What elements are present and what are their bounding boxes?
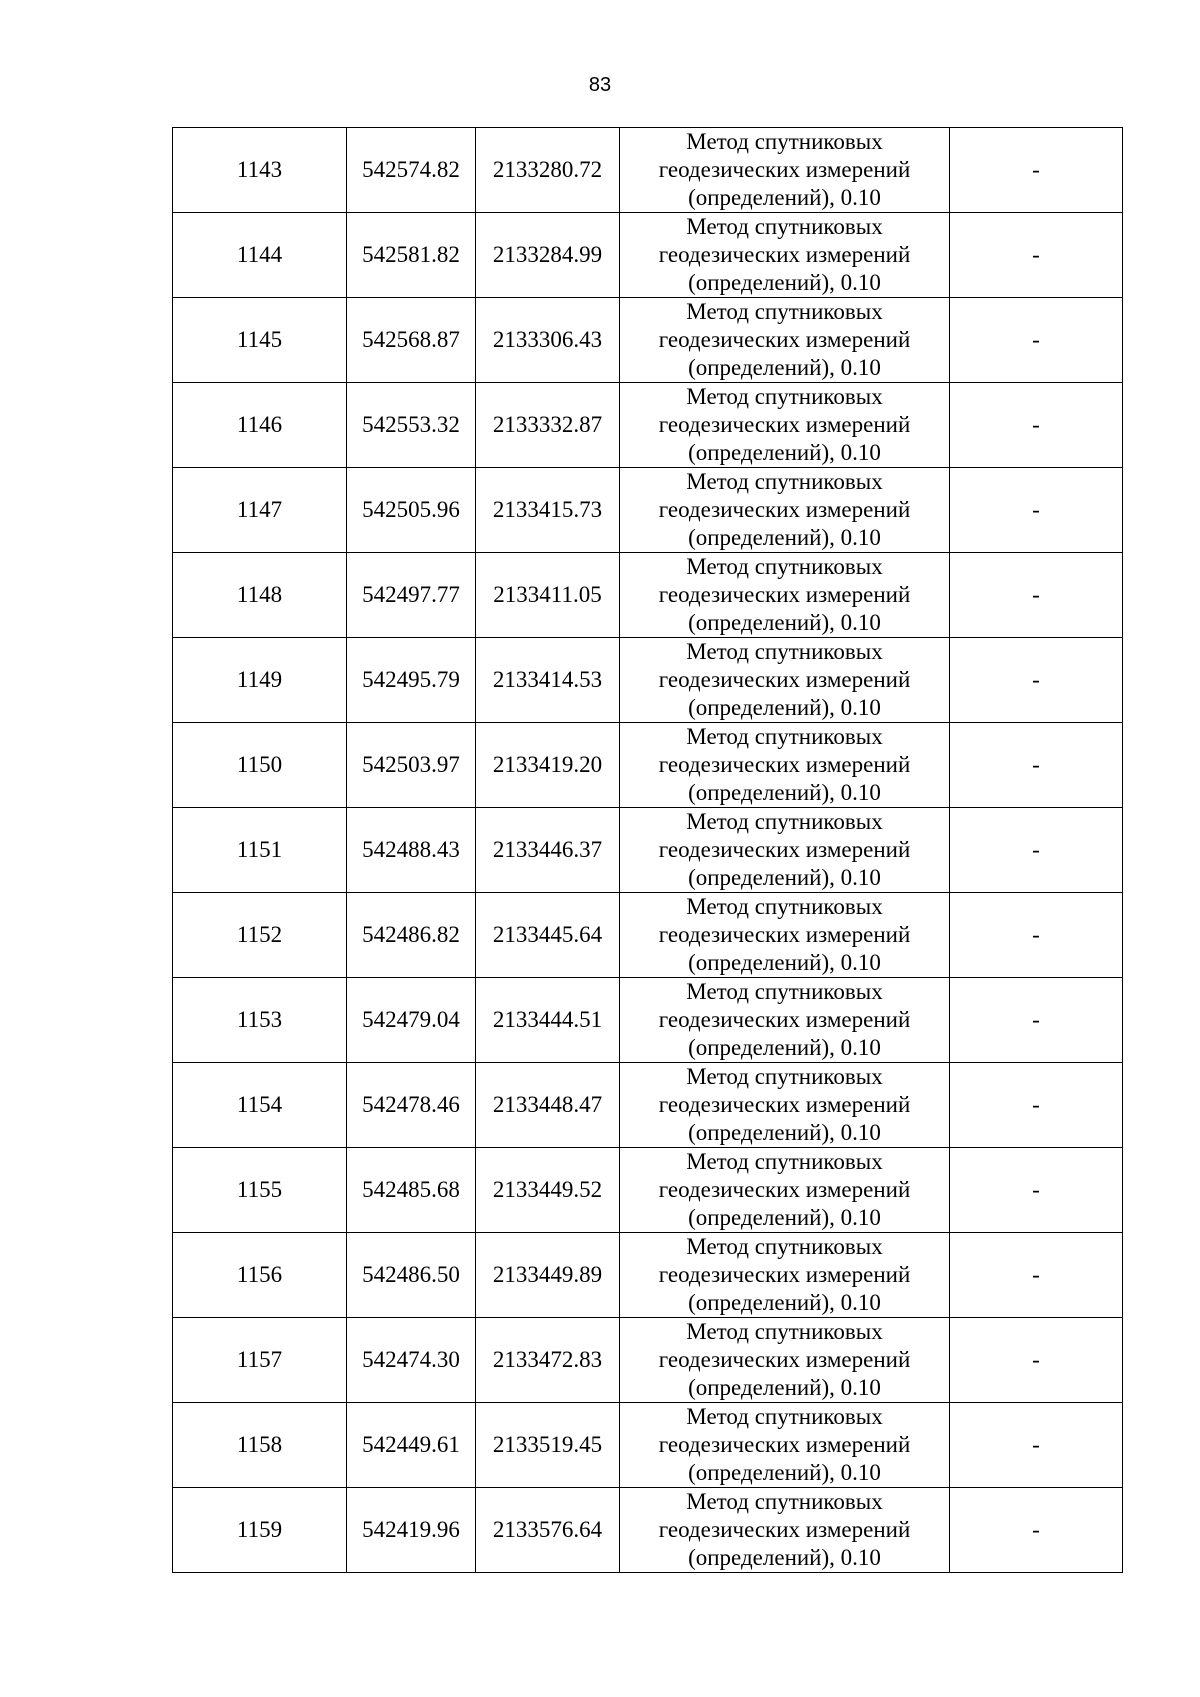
coordinate-x-cell: 542486.82 — [347, 893, 476, 978]
method-text-line: геодезических измерений — [658, 667, 911, 692]
method-text-line: Метод спутниковых — [686, 1064, 883, 1089]
table-row — [173, 893, 1123, 978]
point-number-cell: 1152 — [173, 893, 347, 978]
coordinate-y-cell: 2133449.52 — [476, 1148, 620, 1233]
method-cell — [620, 1318, 950, 1403]
coordinate-x-cell: 542568.87 — [347, 298, 476, 383]
coordinate-x-cell: 542505.96 — [347, 468, 476, 553]
method-text-line: Метод спутниковых — [686, 384, 883, 409]
point-number-cell: 1158 — [173, 1403, 347, 1488]
method-text-line: геодезических измерений — [658, 1262, 911, 1287]
method-text-line: Метод спутниковых — [686, 724, 883, 749]
table-row — [173, 1233, 1123, 1318]
point-number-cell: 1153 — [173, 978, 347, 1063]
method-cell — [620, 978, 950, 1063]
method-text-line: (определений), 0.10 — [688, 1545, 881, 1570]
note-cell: - — [950, 468, 1123, 553]
coordinates-table — [172, 127, 1123, 1573]
point-number-cell: 1149 — [173, 638, 347, 723]
coordinate-x-cell: 542419.96 — [347, 1488, 476, 1573]
method-text-line: Метод спутниковых — [686, 894, 883, 919]
coordinate-y-cell: 2133419.20 — [476, 723, 620, 808]
method-text-line: (определений), 0.10 — [688, 695, 881, 720]
method-text-line: геодезических измерений — [658, 412, 911, 437]
page-number: 83 — [588, 74, 612, 96]
table-row — [173, 1318, 1123, 1403]
method-cell — [620, 213, 950, 298]
method-text-line: (определений), 0.10 — [688, 440, 881, 465]
coordinate-x-cell: 542478.46 — [347, 1063, 476, 1148]
point-number-cell: 1143 — [173, 128, 347, 213]
coordinate-y-cell: 2133444.51 — [476, 978, 620, 1063]
method-text-line: Метод спутниковых — [686, 809, 883, 834]
note-cell: - — [950, 978, 1123, 1063]
point-number-cell: 1154 — [173, 1063, 347, 1148]
method-cell — [620, 638, 950, 723]
method-text-line: Метод спутниковых — [686, 129, 883, 154]
note-cell: - — [950, 213, 1123, 298]
method-text-line: (определений), 0.10 — [688, 1205, 881, 1230]
method-text-line: геодезических измерений — [658, 1092, 911, 1117]
method-text-line: (определений), 0.10 — [688, 780, 881, 805]
point-number-cell: 1148 — [173, 553, 347, 638]
point-number-cell: 1151 — [173, 808, 347, 893]
method-text-line: геодезических измерений — [658, 1177, 911, 1202]
method-cell — [620, 723, 950, 808]
point-number-cell: 1156 — [173, 1233, 347, 1318]
coordinate-y-cell: 2133449.89 — [476, 1233, 620, 1318]
method-text-line: Метод спутниковых — [686, 1149, 883, 1174]
method-cell — [620, 1233, 950, 1318]
method-text-line: геодезических измерений — [658, 922, 911, 947]
method-text-line: (определений), 0.10 — [688, 865, 881, 890]
coordinate-x-cell: 542449.61 — [347, 1403, 476, 1488]
table-row — [173, 723, 1123, 808]
note-cell: - — [950, 1063, 1123, 1148]
method-text-line: (определений), 0.10 — [688, 355, 881, 380]
point-number-cell: 1146 — [173, 383, 347, 468]
method-text-line: (определений), 0.10 — [688, 270, 881, 295]
method-cell — [620, 1063, 950, 1148]
method-text-line: (определений), 0.10 — [688, 1375, 881, 1400]
point-number-cell: 1157 — [173, 1318, 347, 1403]
note-cell: - — [950, 1233, 1123, 1318]
method-text-line: геодезических измерений — [658, 752, 911, 777]
method-text-line: Метод спутниковых — [686, 639, 883, 664]
table-row — [173, 1063, 1123, 1148]
method-cell — [620, 1403, 950, 1488]
method-cell — [620, 1488, 950, 1573]
method-text-line: (определений), 0.10 — [688, 1460, 881, 1485]
method-text-line: (определений), 0.10 — [688, 950, 881, 975]
method-cell — [620, 893, 950, 978]
note-cell: - — [950, 893, 1123, 978]
table-row — [173, 298, 1123, 383]
table-row — [173, 978, 1123, 1063]
table-row — [173, 808, 1123, 893]
note-cell: - — [950, 808, 1123, 893]
note-cell: - — [950, 1488, 1123, 1573]
note-cell: - — [950, 128, 1123, 213]
coordinate-y-cell: 2133411.05 — [476, 553, 620, 638]
coordinates-table-body — [173, 128, 1123, 1573]
coordinate-y-cell: 2133576.64 — [476, 1488, 620, 1573]
method-text-line: геодезических измерений — [658, 582, 911, 607]
table-row — [173, 638, 1123, 723]
coordinate-y-cell: 2133280.72 — [476, 128, 620, 213]
method-text-line: Метод спутниковых — [686, 554, 883, 579]
method-text-line: (определений), 0.10 — [688, 525, 881, 550]
method-cell — [620, 298, 950, 383]
coordinate-x-cell: 542497.77 — [347, 553, 476, 638]
method-text-line: геодезических измерений — [658, 1517, 911, 1542]
table-row — [173, 468, 1123, 553]
method-text-line: Метод спутниковых — [686, 1404, 883, 1429]
coordinate-x-cell: 542479.04 — [347, 978, 476, 1063]
coordinate-y-cell: 2133472.83 — [476, 1318, 620, 1403]
method-cell — [620, 808, 950, 893]
table-row — [173, 383, 1123, 468]
point-number-cell: 1145 — [173, 298, 347, 383]
coordinate-x-cell: 542495.79 — [347, 638, 476, 723]
method-text-line: Метод спутниковых — [686, 214, 883, 239]
coordinate-x-cell: 542488.43 — [347, 808, 476, 893]
coordinate-x-cell: 542474.30 — [347, 1318, 476, 1403]
coordinate-y-cell: 2133415.73 — [476, 468, 620, 553]
method-text-line: Метод спутниковых — [686, 979, 883, 1004]
note-cell: - — [950, 638, 1123, 723]
note-cell: - — [950, 1403, 1123, 1488]
coordinate-x-cell: 542574.82 — [347, 128, 476, 213]
note-cell: - — [950, 1318, 1123, 1403]
point-number-cell: 1144 — [173, 213, 347, 298]
note-cell: - — [950, 298, 1123, 383]
method-text-line: (определений), 0.10 — [688, 610, 881, 635]
method-text-line: (определений), 0.10 — [688, 1120, 881, 1145]
method-text-line: Метод спутниковых — [686, 1234, 883, 1259]
note-cell: - — [950, 553, 1123, 638]
coordinate-y-cell: 2133519.45 — [476, 1403, 620, 1488]
coordinate-y-cell: 2133448.47 — [476, 1063, 620, 1148]
note-cell: - — [950, 1148, 1123, 1233]
coordinate-y-cell: 2133306.43 — [476, 298, 620, 383]
coordinate-y-cell: 2133414.53 — [476, 638, 620, 723]
coordinate-x-cell: 542503.97 — [347, 723, 476, 808]
coordinate-x-cell: 542581.82 — [347, 213, 476, 298]
coordinate-y-cell: 2133284.99 — [476, 213, 620, 298]
method-text-line: Метод спутниковых — [686, 299, 883, 324]
table-row — [173, 1488, 1123, 1573]
method-text-line: геодезических измерений — [658, 157, 911, 182]
table-row — [173, 213, 1123, 298]
method-text-line: геодезических измерений — [658, 1432, 911, 1457]
method-text-line: Метод спутниковых — [686, 469, 883, 494]
note-cell: - — [950, 383, 1123, 468]
table-row — [173, 1148, 1123, 1233]
point-number-cell: 1150 — [173, 723, 347, 808]
note-cell: - — [950, 723, 1123, 808]
method-text-line: Метод спутниковых — [686, 1319, 883, 1344]
method-text-line: Метод спутниковых — [686, 1489, 883, 1514]
coordinate-x-cell: 542486.50 — [347, 1233, 476, 1318]
table-row — [173, 553, 1123, 638]
coordinate-x-cell: 542485.68 — [347, 1148, 476, 1233]
method-text-line: геодезических измерений — [658, 1007, 911, 1032]
method-cell — [620, 468, 950, 553]
point-number-cell: 1159 — [173, 1488, 347, 1573]
method-cell — [620, 383, 950, 468]
method-cell — [620, 128, 950, 213]
method-text-line: геодезических измерений — [658, 1347, 911, 1372]
table-row — [173, 1403, 1123, 1488]
method-text-line: (определений), 0.10 — [688, 1290, 881, 1315]
table-row — [173, 128, 1123, 213]
method-text-line: (определений), 0.10 — [688, 185, 881, 210]
coordinate-y-cell: 2133332.87 — [476, 383, 620, 468]
coordinate-y-cell: 2133445.64 — [476, 893, 620, 978]
coordinate-x-cell: 542553.32 — [347, 383, 476, 468]
coordinate-y-cell: 2133446.37 — [476, 808, 620, 893]
method-text-line: геодезических измерений — [658, 497, 911, 522]
method-text-line: (определений), 0.10 — [688, 1035, 881, 1060]
method-cell — [620, 553, 950, 638]
method-cell — [620, 1148, 950, 1233]
method-text-line: геодезических измерений — [658, 242, 911, 267]
point-number-cell: 1155 — [173, 1148, 347, 1233]
method-text-line: геодезических измерений — [658, 327, 911, 352]
point-number-cell: 1147 — [173, 468, 347, 553]
method-text-line: геодезических измерений — [658, 837, 911, 862]
